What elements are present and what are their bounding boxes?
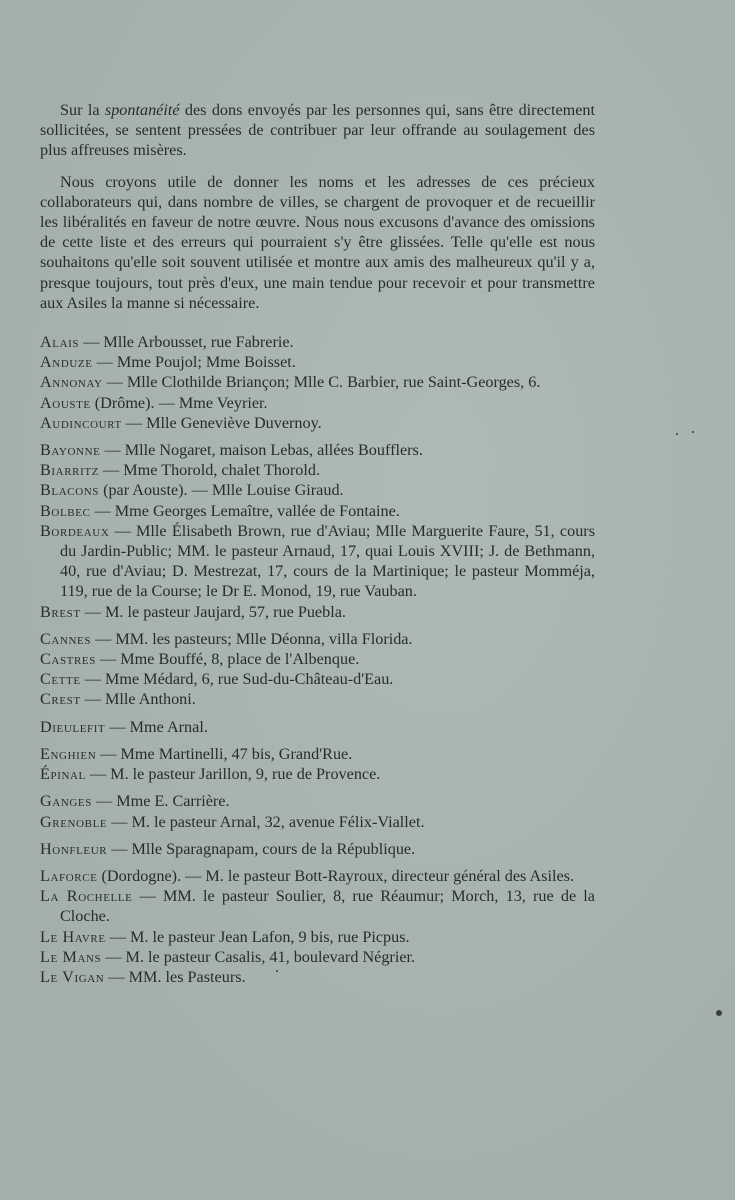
entry-details: — Mme Thorold, chalet Thorold. — [98, 461, 321, 480]
entry-city: Dieulefit — [40, 717, 106, 736]
entry-details: — Mlle Arbousset, rue Fabrerie. — [79, 333, 294, 352]
entry-city: Épinal — [40, 765, 86, 784]
margin-speck — [716, 1010, 722, 1016]
margin-speck — [692, 431, 694, 433]
list-entry — [40, 689, 595, 709]
entry-city: Ganges — [40, 792, 92, 811]
entry-city: Bolbec — [40, 501, 91, 520]
entry-city: Le Havre — [40, 927, 106, 946]
entry-city: Biarritz — [40, 461, 99, 480]
entry-details: — Mme Médard, 6, rue Sud-du-Château-d'Eau. — [80, 670, 394, 689]
list-entry — [40, 886, 595, 926]
entry-qualifier: (par Aouste) — [99, 481, 184, 500]
entry-details: — Mlle Anthoni. — [80, 690, 196, 709]
entry-city: Enghien — [40, 744, 97, 763]
list-entry — [40, 460, 595, 480]
entry-details: — M. le pasteur Arnal, 32, avenue Félix-Viallet. — [107, 812, 425, 831]
entry-details: — Mlle Geneviève Duvernoy. — [121, 413, 322, 432]
entry-details: — MM. le pasteur Soulier, 8, rue Réaumur; Morch, 13, rue de la Cloche. — [60, 887, 595, 926]
entry-details: — M. le pasteur Jean Lafon, 9 bis, rue Picpus. — [105, 927, 410, 946]
list-entry — [40, 480, 595, 500]
entry-city: Anduze — [40, 353, 93, 372]
entry-details: — MM. les Pasteurs. — [104, 967, 246, 986]
entry-city: Castres — [40, 650, 96, 669]
list-entry — [40, 717, 595, 737]
entry-city: Le Vigan — [40, 967, 105, 986]
list-entry — [40, 352, 595, 372]
entry-city: Blacons — [40, 481, 100, 500]
entry-city: Bordeaux — [40, 521, 110, 540]
intro-paragraph-1: Sur la spontanéité des dons envoyés par les personnes qui, sans être directement sollicitées, se sentent pressées de contribuer par leur offrande au soulagement des plus affreuses misères. — [40, 101, 595, 160]
entry-city: La Rochelle — [40, 887, 133, 906]
entry-qualifier: (Dordogne) — [97, 866, 178, 885]
list-entry — [40, 372, 595, 392]
entry-city: Laforce — [40, 866, 98, 885]
margin-speck — [676, 433, 678, 435]
list-entry — [40, 812, 595, 832]
list-entry — [40, 629, 595, 649]
list-entry — [40, 332, 595, 352]
list-entry — [40, 440, 595, 460]
list-entry — [40, 947, 595, 967]
entry-details: — Mlle Élisabeth Brown, rue d'Aviau; Mlle Marguerite Faure, 51, cours du Jardin-Public; MM. le pasteur Arnaud, 17, quai Louis XVIII; J. de Bethmann, 40, rue d'Aviau; D. Mestrezat, 17, cours de la Martinique; le pasteur Momméja, 119, rue de la Course; le Dr E. Monod, 19, rue Vauban. — [60, 521, 595, 601]
entry-details: — Mlle Clothilde Briançon; Mlle C. Barbier, rue Saint-Georges, 6. — [102, 373, 541, 392]
entry-qualifier: (Drôme) — [90, 393, 151, 412]
entry-details: — M. le pasteur Jarillon, 9, rue de Provence. — [85, 765, 381, 784]
entry-details: — Mme Poujol; Mme Boisset. — [92, 353, 296, 372]
entry-city: Brest — [40, 602, 81, 621]
entry-city: Audincourt — [40, 413, 122, 432]
entry-details: — MM. les pasteurs; Mlle Déonna, villa Florida. — [91, 629, 413, 648]
list-entry — [40, 764, 595, 784]
entry-city: Bayonne — [40, 441, 101, 460]
entry-city: Cette — [40, 670, 81, 689]
list-entry — [40, 521, 595, 602]
entry-details: — Mme Georges Lemaître, vallée de Fontaine. — [90, 501, 400, 520]
list-entry — [40, 791, 595, 811]
intro-section — [40, 100, 595, 313]
entry-details: — Mme Martinelli, 47 bis, Grand'Rue. — [96, 744, 353, 763]
intro-paragraph-2: Nous croyons utile de donner les noms et les adresses de ces précieux collaborateurs qui, dans nombre de villes, se chargent de provoquer et de recueillir les libéralités en faveur de notre œuvre. Nous nous excusons d'avance des omissions de cette liste et des erreurs qui pourraient s'y être glissées. Telle qu'elle est nous souhaitons qu'elle soit souvent utilisée et montre aux amis des malheureux qu'il y a, presque toujours, tout près d'eux, une main tendue pour recevoir et pour transmettre aux Asiles la manne si nécessaire. — [40, 172, 595, 312]
entry-details: — Mlle Nogaret, maison Lebas, allées Boufflers. — [100, 441, 423, 460]
entry-city: Alais — [40, 333, 80, 352]
entry-details: — Mme E. Carrière. — [91, 792, 230, 811]
list-entry — [40, 669, 595, 689]
entry-details: — M. le pasteur Casalis, 41, boulevard Négrier. — [101, 947, 416, 966]
entry-details: — Mme Bouffé, 8, place de l'Albenque. — [95, 650, 360, 669]
entry-city: Le Mans — [40, 947, 102, 966]
entry-details: — M. le pasteur Jaujard, 57, rue Puebla. — [80, 602, 346, 621]
entry-details: — Mlle Sparagnapam, cours de la République. — [107, 839, 416, 858]
entry-details: . — Mlle Louise Giraud. — [183, 481, 344, 500]
correspondents-list — [40, 332, 595, 987]
list-entry — [40, 839, 595, 859]
margin-speck — [276, 970, 278, 972]
list-entry — [40, 967, 595, 987]
entry-details: . — Mme Veyrier. — [150, 393, 268, 412]
entry-city: Grenoble — [40, 812, 108, 831]
list-entry — [40, 744, 595, 764]
list-entry — [40, 393, 595, 413]
entry-city: Annonay — [40, 373, 103, 392]
text-column — [40, 100, 595, 987]
entry-details: . — M. le pasteur Bott-Rayroux, directeur général des Asiles. — [177, 866, 575, 885]
entry-city: Aouste — [40, 393, 91, 412]
list-entry — [40, 413, 595, 433]
list-entry — [40, 602, 595, 622]
entry-details: — Mme Arnal. — [105, 717, 208, 736]
entry-city: Crest — [40, 690, 81, 709]
list-entry — [40, 927, 595, 947]
entry-city: Cannes — [40, 629, 92, 648]
list-entry — [40, 866, 595, 886]
list-entry — [40, 649, 595, 669]
entry-city: Honfleur — [40, 839, 108, 858]
list-entry — [40, 501, 595, 521]
